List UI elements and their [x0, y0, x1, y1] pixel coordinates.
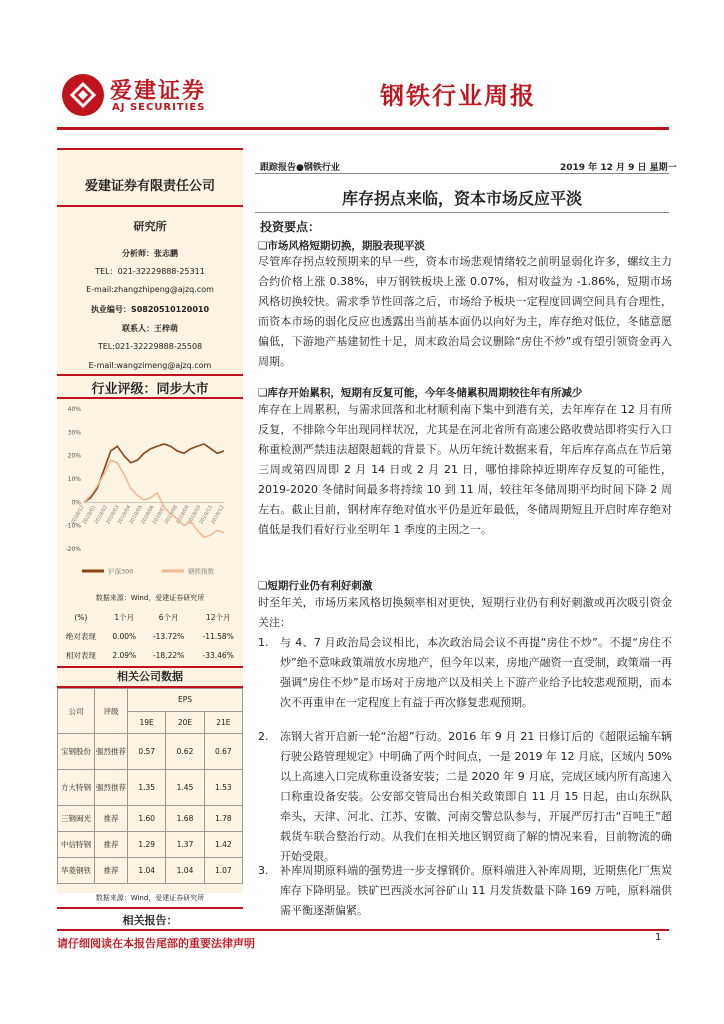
y-tick-label: 40%: [67, 406, 81, 413]
analyst-name: 张志鹏: [154, 249, 178, 258]
section-heading: ❑短期行业仍有利好刺激: [258, 580, 373, 592]
x-tick-label: 2019/10: [186, 504, 203, 526]
x-tick-label: 2019/01: [81, 504, 98, 526]
table-cell: 推荐: [95, 832, 128, 858]
paragraph: 时至年关，市场历来风格切换频率相对更快，短期行业仍有利好刺激或再次吸引资金关注：: [258, 596, 672, 629]
performance-chart-svg: [62, 403, 238, 583]
table-row: [58, 734, 243, 770]
y-tick-label: 30%: [67, 429, 81, 437]
logo-mark-icon: [62, 74, 104, 116]
table-row: [58, 806, 243, 832]
x-tick-label: 2019/03: [105, 504, 121, 526]
table-cell: 1.35: [128, 770, 166, 806]
table-cell: 1.04: [166, 858, 204, 884]
x-tick-label: 2019/09: [175, 504, 191, 526]
table-cell: 1.07: [204, 858, 242, 884]
table-header-cell: 6个月: [158, 613, 179, 622]
contact-name: 王梓萌: [154, 324, 178, 333]
institute-title: 研究所: [133, 220, 167, 233]
sidebar-rule: [57, 397, 243, 399]
table-cell: 相对表现: [65, 651, 96, 660]
section-heading: ❑库存开始累积，短期有反复可能，今年冬储累积周期较往年有所减少: [258, 387, 583, 399]
table-header-row: [57, 608, 243, 627]
table-row: [57, 646, 243, 665]
x-tick-label: 2019/06: [140, 504, 156, 526]
table-cell: 1.29: [128, 832, 166, 858]
table-cell: 1.04: [128, 858, 166, 884]
article-title: 库存拐点来临，资本市场反应平淡: [341, 189, 582, 208]
y-tick-label: -10%: [65, 522, 81, 530]
x-tick-label: 2019/02: [93, 504, 110, 526]
y-tick-label: 0%: [71, 499, 81, 507]
related-companies-title: 相关公司数据: [117, 670, 183, 683]
x-tick-label: 2019/12: [210, 504, 226, 526]
table-header-cell: 21E: [204, 711, 242, 734]
analyst-line: [57, 248, 243, 259]
chart-source: 数据来源：Wind，爱建证券研究所: [95, 594, 205, 602]
sidebar-rule: [57, 205, 243, 207]
header-divider: [57, 127, 669, 130]
table-cell: 1.37: [166, 832, 204, 858]
table-cell: 强烈推荐: [95, 734, 128, 770]
page-number: 1: [655, 932, 662, 943]
table-cell: 0.00%: [112, 632, 137, 641]
report-type: 跟踪报告●钢铁行业: [260, 163, 340, 173]
section-heading: ❑市场风格短期切换，期股表现平淡: [258, 240, 425, 252]
x-tick-label: 2019/04: [116, 504, 133, 526]
performance-chart: [62, 403, 238, 583]
table-row: [57, 627, 243, 646]
disclaimer-notice: 请仔细阅读在本报告尾部的重要法律声明: [57, 937, 255, 950]
license-label: 执业编号：: [90, 305, 131, 314]
report-title: 钢铁行业周报: [380, 82, 536, 110]
table-header-cell: 12个月: [205, 613, 231, 622]
legend-label: 钢铁指数: [188, 567, 214, 576]
license-line: [57, 304, 243, 315]
analyst-label: 分析师：: [122, 249, 154, 258]
table-cell: 1.53: [204, 770, 242, 806]
contact-tel: TEL:021-32229888-25508: [97, 342, 203, 351]
table-header-row: [58, 689, 243, 712]
table-cell: 2.09%: [112, 651, 137, 660]
contact-line: [57, 323, 243, 334]
divider: [255, 212, 669, 213]
table-header-cell: 1个月: [114, 613, 135, 622]
table-row: [58, 832, 243, 858]
related-reports-title: 相关报告：: [122, 914, 178, 927]
paragraph: 尽管库存拐点较预期来的早一些，资本市场悲观情绪较之前明显弱化许多，螺纹主力合约价格上涨 0.38%，申万钢铁板块上涨 0.07%，相对收益为 -1.86%，短期市场风格切换较快。需求季节性回落之后，市场给予板块一定程度回调空间具有合理性，而资本市场的弱化反应也透露出当前基本面仍以向好为主，库存绝对低位，冬储意愿偏低，下游地产基建韧性十足，周末政治局会议删除“房住不炒”或有望引领资金再入周期。: [258, 255, 672, 368]
analyst-tel: TEL：021-32229888-25311: [95, 267, 205, 276]
y-tick-label: 20%: [67, 452, 81, 460]
table-cell: 0.57: [128, 734, 166, 770]
list-item: [258, 861, 672, 921]
list-item: [258, 727, 672, 867]
contact-label: 联系人：: [122, 324, 154, 333]
list-number: 2.: [258, 730, 269, 743]
table-header-cell: 公司: [58, 689, 95, 734]
logo: [62, 70, 222, 120]
table-header-cell: 20E: [166, 711, 204, 734]
paragraph: 库存在上周累积，与需求回落和北材顺利南下集中到港有关，去年库存在 12 月有所反复，不排除今年出现同样状况，尤其是在河北省所有高速公路收费站即将实行入口称重检测严禁违法超限超载的背景下。从历年统计数据来看，年后库存高点在节后第三周或第四周即 2 月 14 日或 2 月 21 日，哪怕排除掉近期库存反复的可能性，2019-2020 冬储时间最多将持续 10 到 11 周，较往年冬储周期平均时间下降 2 周左右。截止目前，钢材库存绝对值水平仍是近年最低，冬储周期短且开启时库存绝对值低是我们看好行业至明年 1 季度的主因之一。: [258, 403, 672, 536]
table-row: [58, 770, 243, 806]
footer-divider: [57, 929, 669, 931]
table-cell: 华菱钢铁: [58, 858, 95, 884]
table-cell: 宝钢股份: [58, 734, 95, 770]
table-cell: 0.62: [166, 734, 204, 770]
table-cell: -33.46%: [202, 651, 234, 660]
eps-source: 数据来源：Wind，爱建证券研究所: [95, 894, 205, 902]
list-number: 1.: [258, 636, 269, 649]
logo-chinese-name: 爱建证券: [110, 79, 207, 104]
list-text: 冻钢大省开启新一轮“治超”行动。2016 年 9 月 21 日修订后的《超限运输车辆行驶公路管理规定》中明确了两个时间点，一是 2019 年 12 月底，区域内 50%以上高速入口完成称重设备安装；二是 2020 年 9 月底，完成区域内所有高速入口称重设备安装。公安部交管局出台相关政策即自 11 月 15 日起，由山东纵队牵头，天津、河北、江苏、安徽、河南交警总队参与，开展严厉打击“百吨王”超载货车联合整治行动。从我们在相关地区钢贸商了解的情况来看，目前物流的确开始受限。: [280, 730, 672, 863]
y-tick-label: -20%: [65, 546, 81, 553]
legend-label: 沪深300: [108, 567, 134, 576]
table-cell: 1.45: [166, 770, 204, 806]
sidebar-rule: [57, 907, 243, 909]
table-cell: 推荐: [95, 806, 128, 832]
y-tick-label: 10%: [67, 476, 81, 483]
table-cell: 0.67: [204, 734, 242, 770]
sidebar-top-rule: [57, 148, 243, 150]
table-header-cell: EPS: [128, 689, 243, 712]
table-cell: -13.72%: [152, 632, 185, 641]
sidebar-rule: [57, 374, 243, 376]
table-header-cell: 19E: [128, 711, 166, 734]
table-cell: 1.60: [128, 806, 166, 832]
report-date: 2019 年 12 月 9 日 星期一: [560, 163, 677, 173]
x-tick-label: 2019/11: [198, 504, 215, 526]
list-number: 3.: [258, 864, 269, 877]
table-row: [58, 858, 243, 884]
table-cell: -18.22%: [152, 651, 185, 660]
table-cell: -11.58%: [202, 632, 234, 641]
table-cell: 1.42: [204, 832, 242, 858]
company-name: 爱建证券有限责任公司: [84, 179, 215, 194]
table-cell: 1.68: [166, 806, 204, 832]
list-item: [258, 633, 672, 713]
table-header-cell: 评级: [95, 689, 128, 734]
analyst-email[interactable]: E-mail:zhangzhipeng@ajzq.com: [86, 285, 214, 294]
table-cell: 方大特钢: [58, 770, 95, 806]
table-cell: 1.78: [204, 806, 242, 832]
contact-email[interactable]: E-mail:wangzimeng@ajzq.com: [88, 361, 212, 370]
table-cell: 推荐: [95, 858, 128, 884]
table-cell: 三钢闽光: [58, 806, 95, 832]
x-tick-label: 2019/05: [128, 504, 145, 526]
list-text: 与 4、7 月政治局会议相比，本次政治局会议不再提“房住不炒”。不提“房住不炒”绝不意味政策端放水房地产，但今年以来，房地产融资一直受制，政策端一再强调“房住不炒”是市场对于房地产以及相关上下游产业给予比较悲观预期，而本次不再重申在一定程度上有益于再次修复悲观预期。: [280, 636, 672, 709]
x-tick-label: 2018/12: [70, 504, 86, 526]
divider: [255, 173, 669, 174]
table-cell: 绝对表现: [65, 632, 96, 641]
logo-english-name: AJ SECURITIES: [112, 102, 206, 113]
industry-rating: 行业评级：同步大市: [91, 382, 209, 397]
performance-table: [57, 608, 243, 665]
eps-table: [57, 688, 243, 884]
x-tick-label: 2019/08: [163, 504, 180, 526]
x-tick-label: 2019/07: [151, 504, 168, 526]
key-points-heading: 投资要点：: [260, 220, 321, 234]
table-header-cell: (%): [74, 613, 88, 622]
license-number: S0820510120010: [130, 305, 210, 314]
table-cell: 强烈推荐: [95, 770, 128, 806]
list-text: 补库周期原料端的强势进一步支撑钢价。原料端进入补库周期，近期焦化厂焦炭库存下降明显。铁矿巴西淡水河谷矿山 11 月发货数量下降 169 万吨，原料端供需平衡逐渐偏紧。: [280, 864, 672, 917]
table-cell: 中信特钢: [58, 832, 95, 858]
